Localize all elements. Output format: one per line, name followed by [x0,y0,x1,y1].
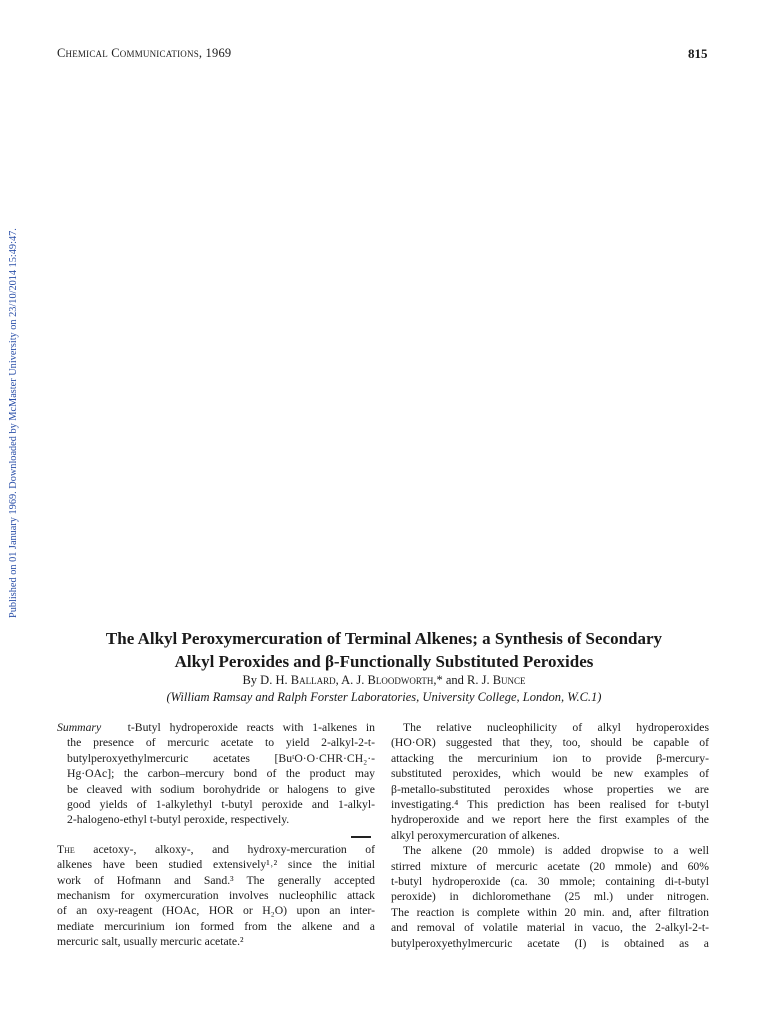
summary [57,720,375,828]
journal-name: Chemical Communications [57,46,199,60]
body-line: attacking the mercurinium ion to provide β-mercury- [391,751,709,765]
paragraph-procedure [391,843,709,951]
summary-line: good yields of 1-alkylethyl t-butyl peroxide and 1-alkyl- [67,798,375,812]
affiliation: (William Ramsay and Ralph Forster Laboratories, University College, London, W.C.1) [166,690,602,704]
body-line: hydroperoxide and we report here the first examples of the [391,813,709,827]
authors-by: By D. H. [242,673,291,687]
author-line [40,673,728,688]
authors-sep-1: , A. J. [335,673,368,687]
body-line: (HO·OR) suggested that they, too, should be capable of [391,736,709,750]
article-title [40,627,728,673]
author-bunce: Bunce [492,673,526,687]
drop-word: The [57,842,75,856]
body-line: The reaction is complete within 20 min. and, after filtration [391,905,709,919]
body-line: t-butyl hydroperoxide (ca. 30 mmole; containing di-t-butyl [391,875,709,889]
body-line: and removal of volatile material in vacuo, the 2-alkyl-2-t- [391,921,709,935]
body-line: β-metallo-substituted peroxides whose properties we are [391,782,709,796]
body-line [57,842,375,857]
body-line: alkenes have been studied extensively¹˒² since the initial [57,858,375,872]
body-line: of an oxy-reagent (HOAc, HOR or H₂O) upon an inter- [57,904,375,918]
body-line: butylperoxyethylmercuric acetate (I) is obtained as a [391,936,709,950]
author-ballard: Ballard [290,673,336,687]
body-line: mercuric salt, usually mercuric acetate.² [57,935,244,949]
summary-line: the presence of mercuric acetate to yield 2-alkyl-2-t- [67,736,375,750]
summary-line [57,720,375,735]
summary-line: butylperoxyethylmercuric acetates [BuᵗO·O·CHR·CH₂·- [67,751,375,765]
body-line: substituted peroxides, which would be new examples of [391,767,709,781]
body-line: mechanism for oxymercuration involves nucleophilic attack [57,889,375,903]
running-head [57,46,231,61]
body-line: alkyl peroxymercuration of alkenes. [391,828,560,842]
title-line-2: Alkyl Peroxides and β-Functionally Substituted Peroxides [174,652,594,671]
summary-line: be cleaved with sodium borohydride or halogens to give [67,782,375,796]
paragraph-nucleophilicity [391,720,709,843]
author-bloodworth: Bloodworth [367,673,434,687]
body-line: stirred mixture of mercuric acetate (20 mmole) and 60% [391,859,709,873]
body-line: The alkene (20 mmole) is added dropwise to a well [403,844,709,858]
section-rule [351,836,371,838]
summary-line: Hg·OAc]; the carbon–mercury bond of the product may [67,767,375,781]
intro-paragraph [57,842,375,950]
body-line: investigating.⁴ This prediction has been realised for t-butyl [391,798,709,812]
body-line: mediate mercurinium ion formed from the alkene and a [57,919,375,933]
body-text: acetoxy-, alkoxy-, and hydroxy-mercuration of [74,842,375,856]
title-line-1: The Alkyl Peroxymercuration of Terminal Alkenes; a Synthesis of Secondary [105,629,663,648]
right-column [391,720,709,951]
body-line: work of Hofmann and Sand.³ The generally accepted [57,873,375,887]
body-line: peroxide) in dichloromethane (25 ml.) under nitrogen. [391,890,709,904]
authors-sep-2: ,* and R. J. [433,673,493,687]
summary-text: t-Butyl hydroperoxide reacts with 1-alkenes in [127,721,375,734]
page-number: 815 [688,46,708,61]
left-column [57,720,375,950]
body-line: The relative nucleophilicity of alkyl hydroperoxides [403,721,709,734]
download-watermark[interactable]: Published on 01 January 1969. Downloaded by McMaster University on 23/10/2014 15:49:47. [8,228,19,618]
summary-label: Summary [57,721,102,734]
journal-year: , 1969 [198,46,232,60]
summary-line: 2-halogeno-ethyl t-butyl peroxide, respectively. [67,813,290,827]
